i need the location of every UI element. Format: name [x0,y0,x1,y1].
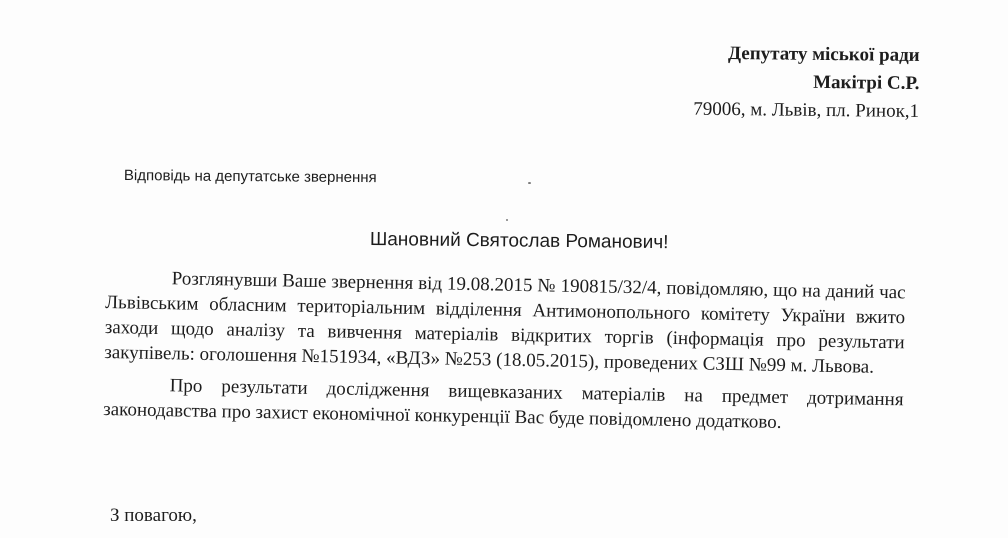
letter-body [103,265,906,444]
scan-speck [506,219,508,221]
salutation: Шановний Святослав Романович! [369,229,669,254]
scan-speck [528,182,531,184]
body-paragraph-1: Розглянувши Ваше звернення від 19.08.2015 № 190815/32/4, повідомляю, що на даний час Львівським обласним територіальним відділення Антимонопольного комітету України вжито заходи щодо аналізу та вивчення матеріалів відкритих торгів (інформація про результати закупівель: оголошення №151934, «ВДЗ» №253 (18.05.2015), проведених СЗШ №99 м. Львова. [104,268,906,378]
addressee-title: Депутату міської ради [728,42,920,66]
body-paragraph-2: Про результати дослідження вищевказаних матеріалів на предмет дотримання законодавства про захист економічної конкуренції Вас буде повідомлено додатково. [103,375,904,433]
addressee-block [693,40,920,126]
addressee-name: Макітрі С.Р. [813,71,920,94]
letter-subject: Відповідь на депутатське звернення [123,167,377,187]
addressee-address: 79006, м. Львів, пл. Ринок,1 [693,98,920,122]
closing: З повагою, [110,505,197,526]
